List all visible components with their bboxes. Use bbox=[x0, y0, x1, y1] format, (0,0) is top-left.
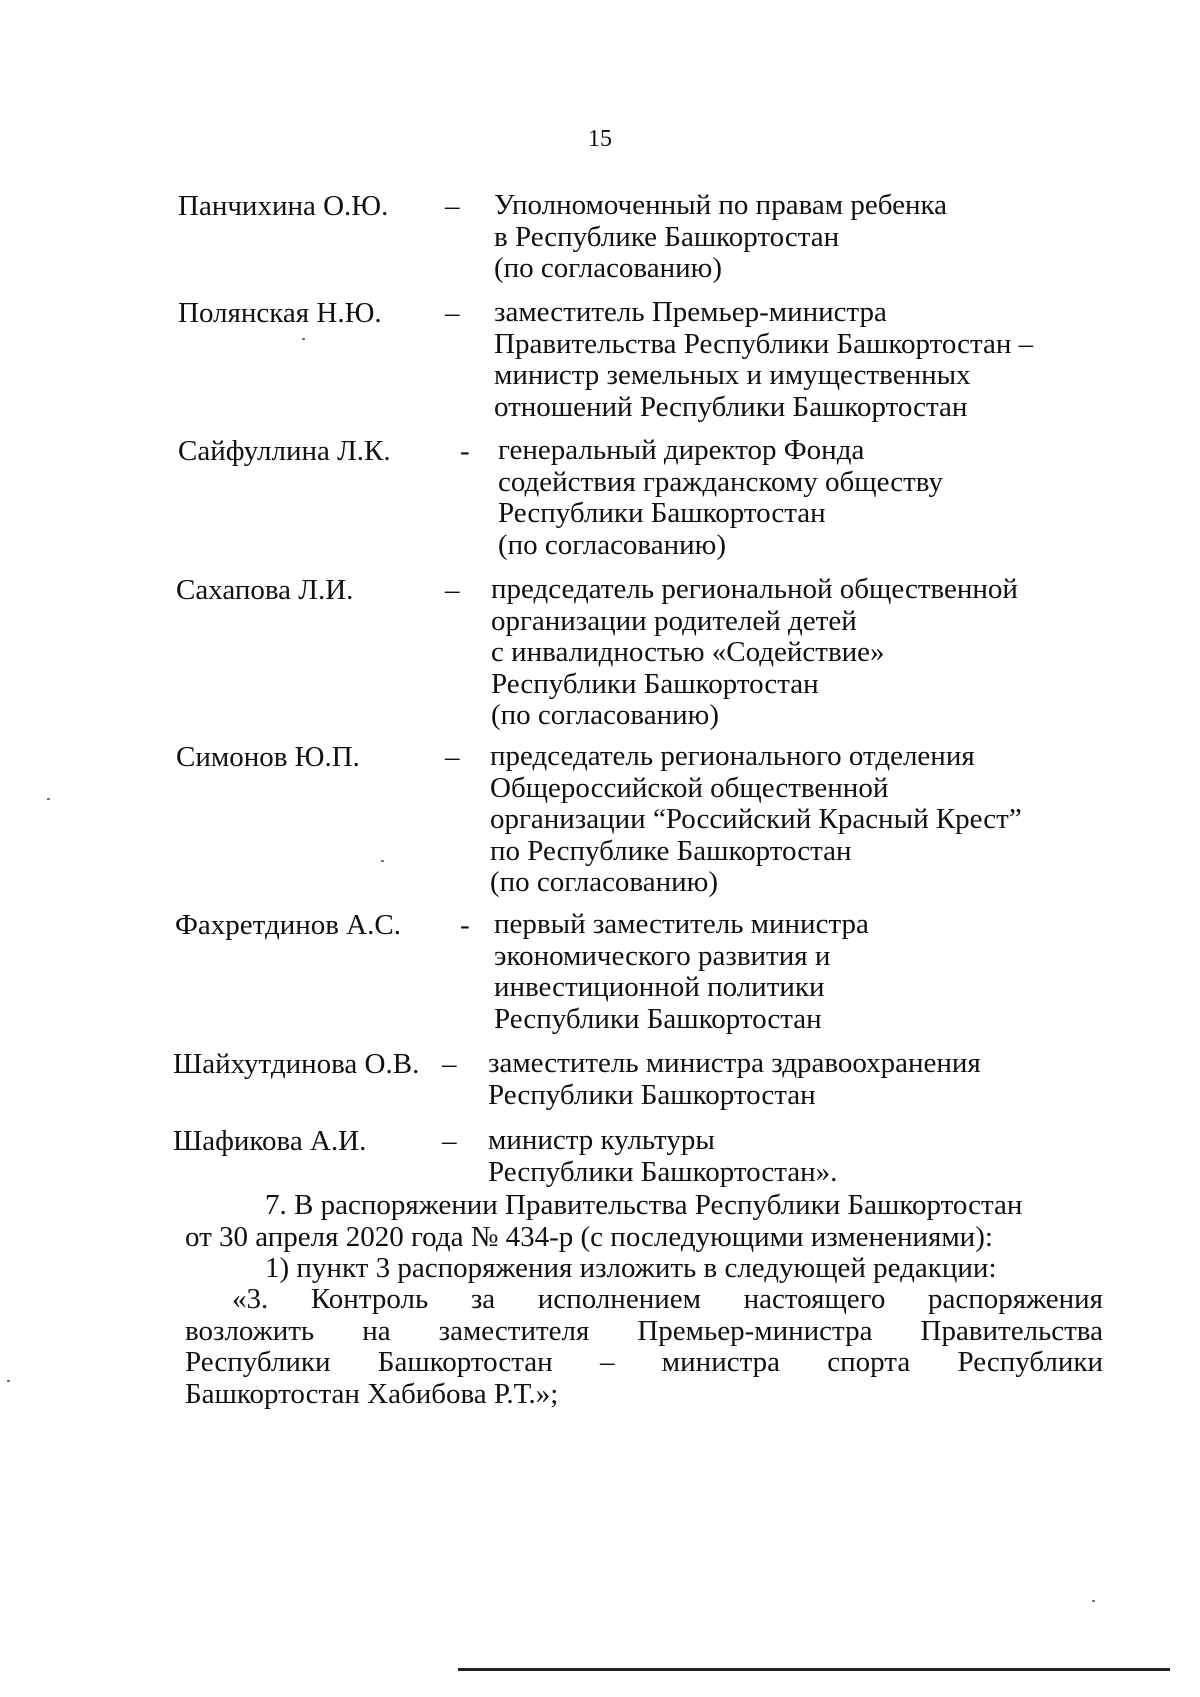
role-line: (по согласованию) bbox=[494, 252, 722, 284]
quote-line-3: Республики Башкортостан – министра спорта Республики bbox=[185, 1346, 1103, 1378]
quote-line-1: «3. Контроль за исполнением настоящего распоряжения bbox=[232, 1283, 1103, 1315]
roster-entry-role bbox=[498, 435, 943, 561]
roster-entry-dash: – bbox=[445, 741, 460, 773]
role-line: генеральный директор Фонда bbox=[498, 434, 865, 466]
role-line: организации “Российский Красный Крест” bbox=[490, 803, 1022, 835]
roster-entry-role bbox=[494, 909, 869, 1035]
role-line: Республики Башкортостан bbox=[494, 1002, 822, 1035]
role-line: Республики Башкортостан bbox=[498, 497, 826, 529]
clause-7 bbox=[185, 1190, 1103, 1253]
role-line: министр культуры bbox=[488, 1124, 715, 1156]
scan-speck bbox=[7, 1380, 10, 1382]
roster-entry-name: Сайфуллина Л.К. bbox=[178, 435, 391, 467]
role-line: (по согласованию) bbox=[490, 866, 718, 898]
role-line: инвестиционной политики bbox=[494, 971, 825, 1003]
role-line: (по согласованию) bbox=[491, 699, 719, 731]
roster-entry-dash: – bbox=[445, 190, 460, 222]
subclause-1 bbox=[185, 1253, 1103, 1285]
scan-speck bbox=[1092, 1600, 1095, 1602]
role-line: (по согласованию) bbox=[498, 528, 726, 561]
roster-entry-name: Полянская Н.Ю. bbox=[178, 297, 382, 329]
role-line: заместитель министра здравоохранения bbox=[488, 1047, 981, 1079]
roster-entry-dash: - bbox=[460, 909, 470, 941]
roster-entry-role bbox=[488, 1048, 981, 1111]
role-line: организации родителей детей bbox=[491, 604, 857, 637]
role-line: Республики Башкортостан bbox=[491, 667, 819, 700]
roster-entry-role bbox=[494, 297, 1033, 423]
quote-line-4: Башкортостан Хабибова Р.Т.»; bbox=[185, 1377, 559, 1410]
role-line: Общероссийской общественной bbox=[490, 771, 889, 804]
page-number: 15 bbox=[588, 126, 612, 152]
roster-entry-name: Сахапова Л.И. bbox=[176, 574, 354, 606]
subclause-1-text: 1) пункт 3 распоряжения изложить в следующей редакции: bbox=[265, 1252, 997, 1284]
role-line: председатель региональной общественной bbox=[491, 573, 1018, 605]
role-line: по Республике Башкортостан bbox=[490, 834, 852, 867]
roster-entry-role bbox=[491, 574, 1018, 732]
role-line: Уполномоченный по правам ребенка bbox=[494, 189, 948, 221]
scan-speck bbox=[47, 798, 50, 800]
role-line: заместитель Премьер-министра bbox=[494, 296, 887, 328]
roster-entry-role bbox=[488, 1125, 837, 1188]
role-line: Правительства Республики Башкортостан – bbox=[494, 327, 1034, 360]
clause-7-line-2: от 30 апреля 2020 года № 434-р (с последующими изменениями): bbox=[185, 1220, 993, 1253]
roster-entry-dash: – bbox=[445, 574, 460, 606]
roster-entry-name: Шафикова А.И. bbox=[173, 1125, 367, 1157]
role-line: в Республике Башкортостан bbox=[494, 220, 840, 253]
roster-entry-role bbox=[490, 741, 1022, 899]
role-line: с инвалидностью «Содействие» bbox=[491, 636, 885, 668]
scan-speck bbox=[302, 338, 305, 340]
role-line: председатель регионального отделения bbox=[490, 740, 975, 772]
roster-entry-name: Фахретдинов А.С. bbox=[175, 909, 401, 941]
roster-entry-name: Симонов Ю.П. bbox=[176, 741, 360, 773]
role-line: содействия гражданскому обществу bbox=[498, 465, 943, 498]
roster-entry-dash: – bbox=[442, 1125, 457, 1157]
role-line: Республики Башкортостан». bbox=[488, 1155, 838, 1188]
role-line: экономического развития и bbox=[494, 939, 831, 972]
roster-entry-name: Шайхутдинова О.В. bbox=[173, 1048, 420, 1080]
roster-entry-dash: – bbox=[442, 1048, 457, 1080]
roster-entry-role bbox=[494, 190, 947, 285]
scan-speck bbox=[381, 860, 384, 862]
role-line: министр земельных и имущественных bbox=[494, 359, 971, 391]
quote-block bbox=[185, 1284, 1103, 1410]
role-line: отношений Республики Башкортостан bbox=[494, 390, 968, 423]
roster-entry-dash: - bbox=[460, 435, 470, 467]
role-line: первый заместитель министра bbox=[494, 908, 869, 940]
roster-entry-dash: – bbox=[445, 297, 460, 329]
clause-7-line-1: 7. В распоряжении Правительства Республики Башкортостан bbox=[265, 1189, 1023, 1221]
role-line: Республики Башкортостан bbox=[488, 1078, 816, 1111]
roster-entry-name: Панчихина О.Ю. bbox=[178, 190, 389, 222]
quote-line-2: возложить на заместителя Премьер-министра Правительства bbox=[185, 1314, 1103, 1347]
footer-rule bbox=[458, 1668, 1170, 1671]
